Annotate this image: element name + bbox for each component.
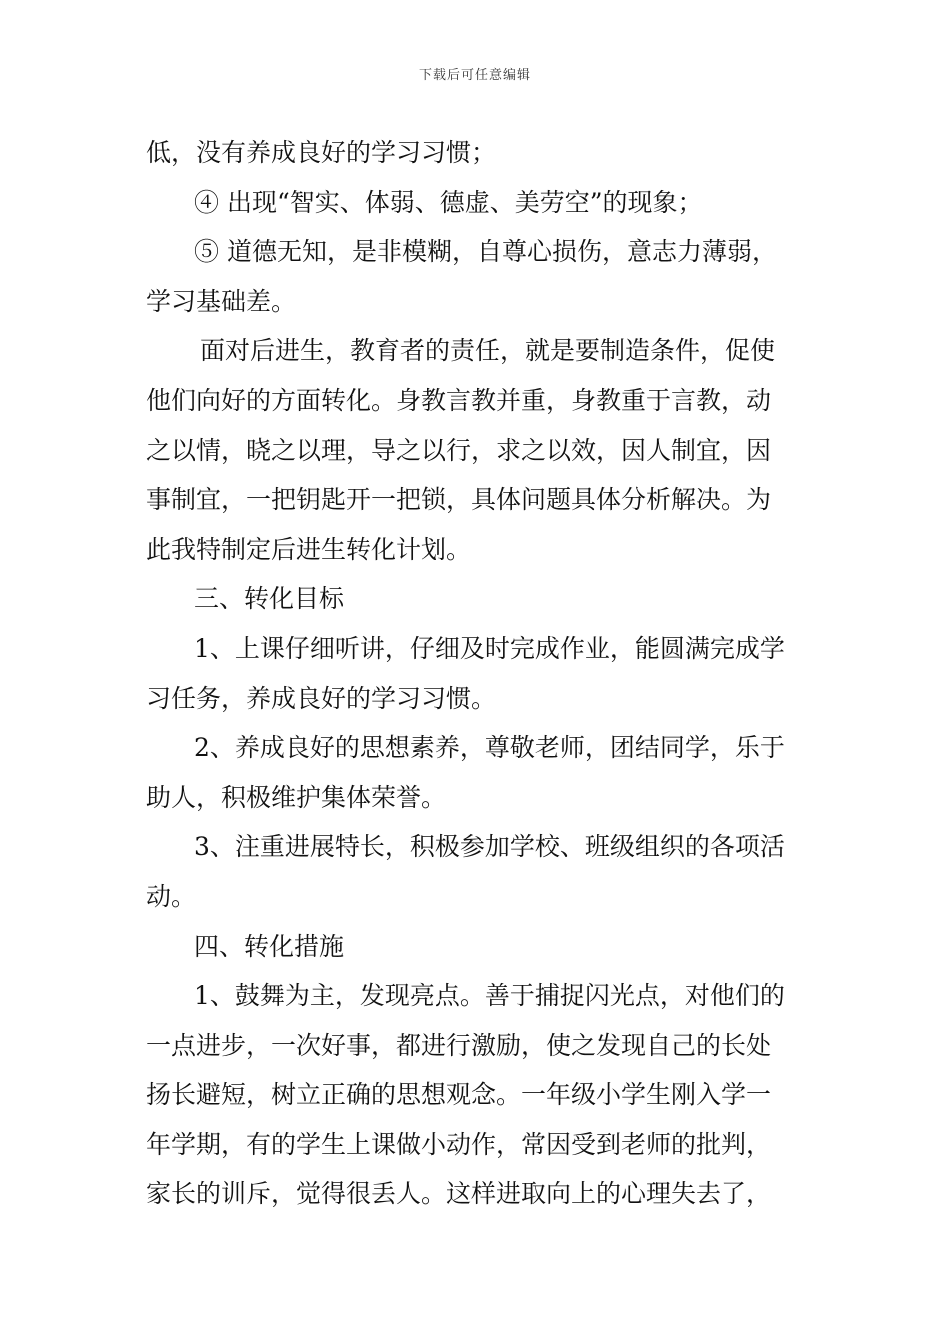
list-item-5: ⑤ 道德无知，是非模糊，自尊心损伤，意志力薄弱， bbox=[194, 237, 777, 267]
goal-item-1: 1、上课仔细听讲，仔细及时完成作业，能圆满完成学 bbox=[194, 633, 785, 663]
text-line: 年学期，有的学生上课做小动作，常因受到老师的批判， bbox=[146, 1129, 772, 1159]
text-line: 一点进步，一次好事，都进行激励，使之发现自己的长处 bbox=[146, 1030, 772, 1060]
text-line: 动。 bbox=[146, 881, 197, 911]
page-header: 下载后可任意编辑 bbox=[418, 68, 531, 83]
text-line: 他们向好的方面转化。身教言教并重，身教重于言教，动 bbox=[146, 385, 772, 415]
text-line: 低，没有养成良好的学习习惯； bbox=[146, 138, 497, 167]
text-line: 此我特制定后进生转化计划。 bbox=[146, 534, 472, 564]
text-line: 习任务，养成良好的学习习惯。 bbox=[146, 683, 497, 713]
goal-item-3: 3、注重进展特长，积极参加学校、班级组织的各项活 bbox=[194, 832, 785, 862]
document-body bbox=[146, 128, 806, 1219]
text-line: 之以情，晓之以理，导之以行，求之以效，因人制宜，因 bbox=[146, 435, 772, 465]
text-line: 扬长避短，树立正确的思想观念。一年级小学生刚入学一 bbox=[146, 1080, 772, 1110]
text-line: 事制宜，一把钥匙开一把锁，具体问题具体分析解决。为 bbox=[146, 485, 772, 515]
text-line: 学习基础差。 bbox=[146, 286, 297, 316]
section-heading-goals: 三、转化目标 bbox=[194, 584, 345, 614]
measure-item-1: 1、鼓舞为主，发现亮点。善于捕捉闪光点，对他们的 bbox=[194, 981, 785, 1011]
section-heading-measures: 四、转化措施 bbox=[194, 931, 345, 961]
goal-item-2: 2、养成良好的思想素养，尊敬老师，团结同学，乐于 bbox=[194, 733, 785, 763]
list-item-4: ④ 出现“智实、体弱、德虚、美劳空”的现象； bbox=[194, 187, 703, 217]
text-line: 家长的训斥，觉得很丢人。这样进取向上的心理失去了， bbox=[146, 1179, 772, 1209]
text-line: 助人，积极维护集体荣誉。 bbox=[146, 782, 447, 812]
paragraph-start: 面对后进生，教育者的责任，就是要制造条件，促使 bbox=[200, 336, 776, 366]
